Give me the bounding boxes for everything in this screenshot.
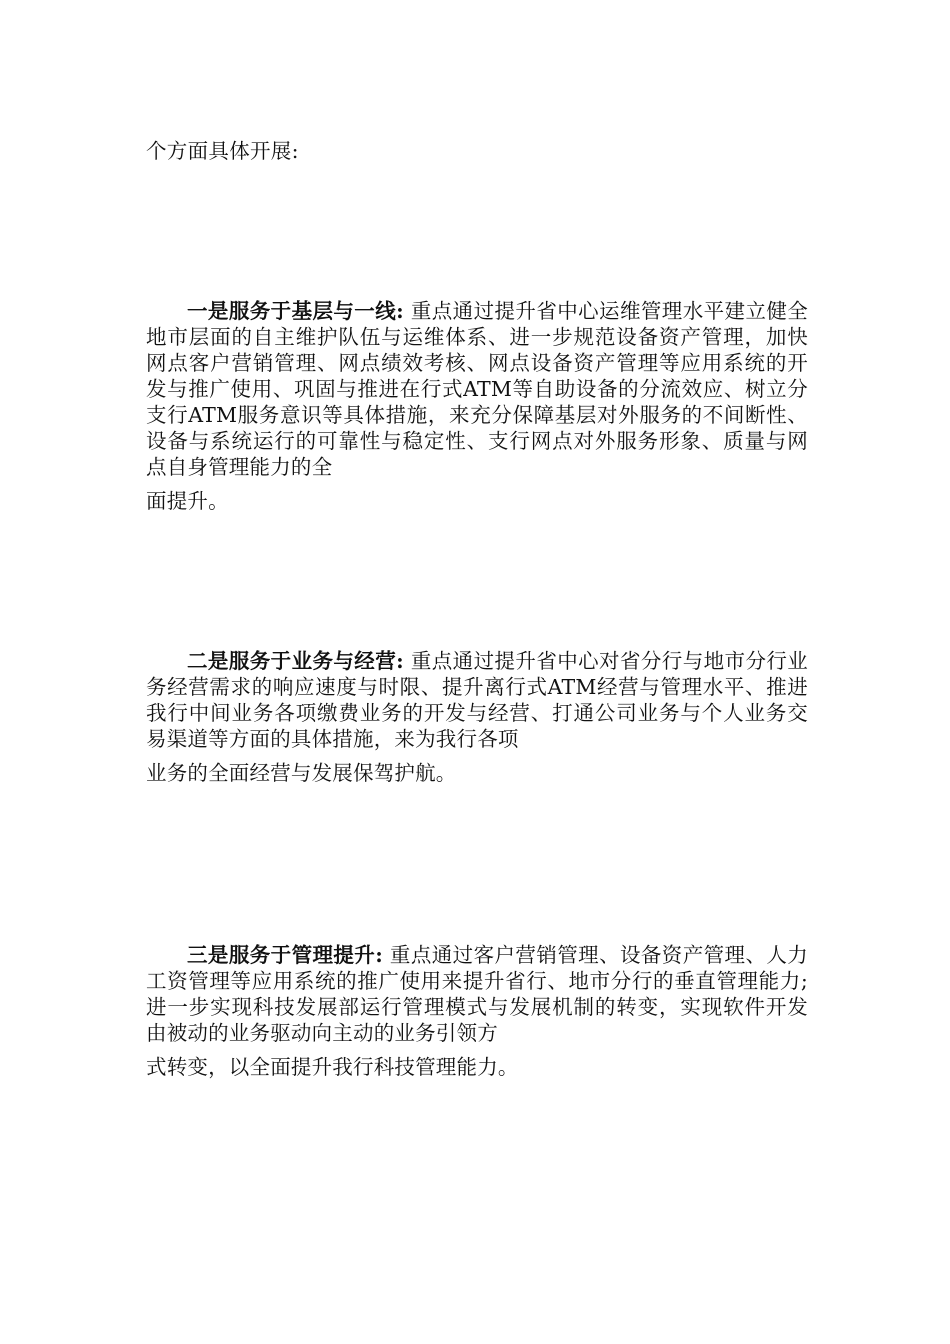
paragraph-3-lead: 三是服务于管理提升: <box>187 943 383 967</box>
paragraph-3-tail: 式转变，以全面提升我行科技管理能力。 <box>146 1055 519 1079</box>
paragraph-1-body: 重点通过提升省中心运维管理水平建立健全地市层面的自主维护队伍与运维体系、进一步规范设备资产管理，加快网点客户营销管理、网点绩效考核、网点设备资产管理等应用系统的开发与推广使用、巩固与推进在行式ATM等自助设备的分流效应、树立分支行ATM服务意识等具体措施，来充分保障基层对外服务的不间断性、设备与系统运行的可靠性与稳定性、支行网点对外服务形象、质量与网点自身管理能力的全 <box>146 299 808 479</box>
paragraph-2-lead: 二是服务于业务与经营: <box>187 649 404 673</box>
paragraph-2-tail: 业务的全面经营与发展保驾护航。 <box>146 761 457 785</box>
paragraph-3 <box>146 942 808 1080</box>
paragraph-2 <box>146 648 808 786</box>
paragraph-1-lead: 一是服务于基层与一线: <box>187 299 404 323</box>
intro-line: 个方面具体开展: <box>146 139 299 163</box>
paragraph-1 <box>146 298 808 514</box>
paragraph-1-tail: 面提升。 <box>146 489 229 513</box>
paragraph-3-body: 重点通过客户营销管理、设备资产管理、人力工资管理等应用系统的推广使用来提升省行、地市分行的垂直管理能力; 进一步实现科技发展部运行管理模式与发展机制的转变，实现软件开发由被动的业务驱动向主动的业务引领方 <box>146 943 808 1045</box>
paragraph-2-body: 重点通过提升省中心对省分行与地市分行业务经营需求的响应速度与时限、提升离行式ATM经营与管理水平、推进我行中间业务各项缴费业务的开发与经营、打通公司业务与个人业务交易渠道等方面的具体措施，来为我行各项 <box>146 649 808 751</box>
